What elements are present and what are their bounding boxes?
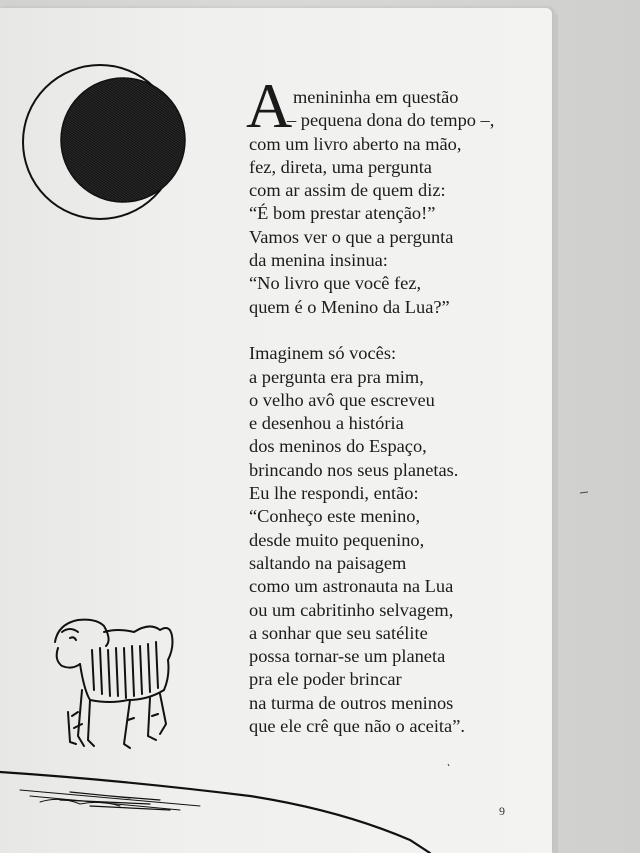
poem-line: da menina insinua: <box>249 250 388 271</box>
poem-line: a sonhar que seu satélite <box>249 622 428 643</box>
poem-line: Imaginem só vocês: <box>249 343 397 364</box>
poem-line: fez, direta, uma pergunta <box>249 156 432 177</box>
poem-line: com ar assim de quem diz: <box>249 180 446 201</box>
poem-line: o velho avô que escreveu <box>249 389 435 410</box>
poem-line: “É bom prestar atenção!” <box>249 203 436 224</box>
poem-line: ou um cabritinho selvagem, <box>249 599 454 620</box>
poem-line: a pergunta era pra mim, <box>249 366 424 387</box>
poem-line: desde muito pequenino, <box>249 529 425 550</box>
poem-line: brincando nos seus planetas. <box>249 459 459 480</box>
poem-line: Eu lhe respondi, então: <box>249 483 419 504</box>
poem-line: saltando na paisagem <box>249 552 407 573</box>
stanza-break <box>249 319 549 342</box>
poem-line: – pequena dona do tempo –, <box>287 110 495 131</box>
poem-line: possa tornar-se um planeta <box>249 646 446 667</box>
poem-line: pra ele poder brincar <box>249 669 402 690</box>
poem-line: menininha em questão <box>293 87 459 107</box>
goat-illustration <box>55 620 173 748</box>
poem-line: como um astronauta na Lua <box>249 576 454 597</box>
poem-line: que ele crê que não o aceita”. <box>249 716 465 737</box>
poem-line: e desenhou a história <box>249 413 404 434</box>
drop-cap: A <box>246 70 293 141</box>
poem-line: com um livro aberto na mão, <box>249 133 462 154</box>
ground-line <box>0 772 430 853</box>
poem-line: quem é o Menino da Lua?” <box>249 296 450 317</box>
poem-line: dos meninos do Espaço, <box>249 436 427 457</box>
poem-text <box>249 86 549 738</box>
poem-line: “No livro que você fez, <box>249 273 422 294</box>
moon-illustration <box>23 65 185 219</box>
poem-line: “Conheço este menino, <box>249 506 421 527</box>
poem-line: Vamos ver o que a pergunta <box>249 226 454 247</box>
poem-line: na turma de outros meninos <box>249 692 454 713</box>
page-number: 9 <box>499 804 505 818</box>
